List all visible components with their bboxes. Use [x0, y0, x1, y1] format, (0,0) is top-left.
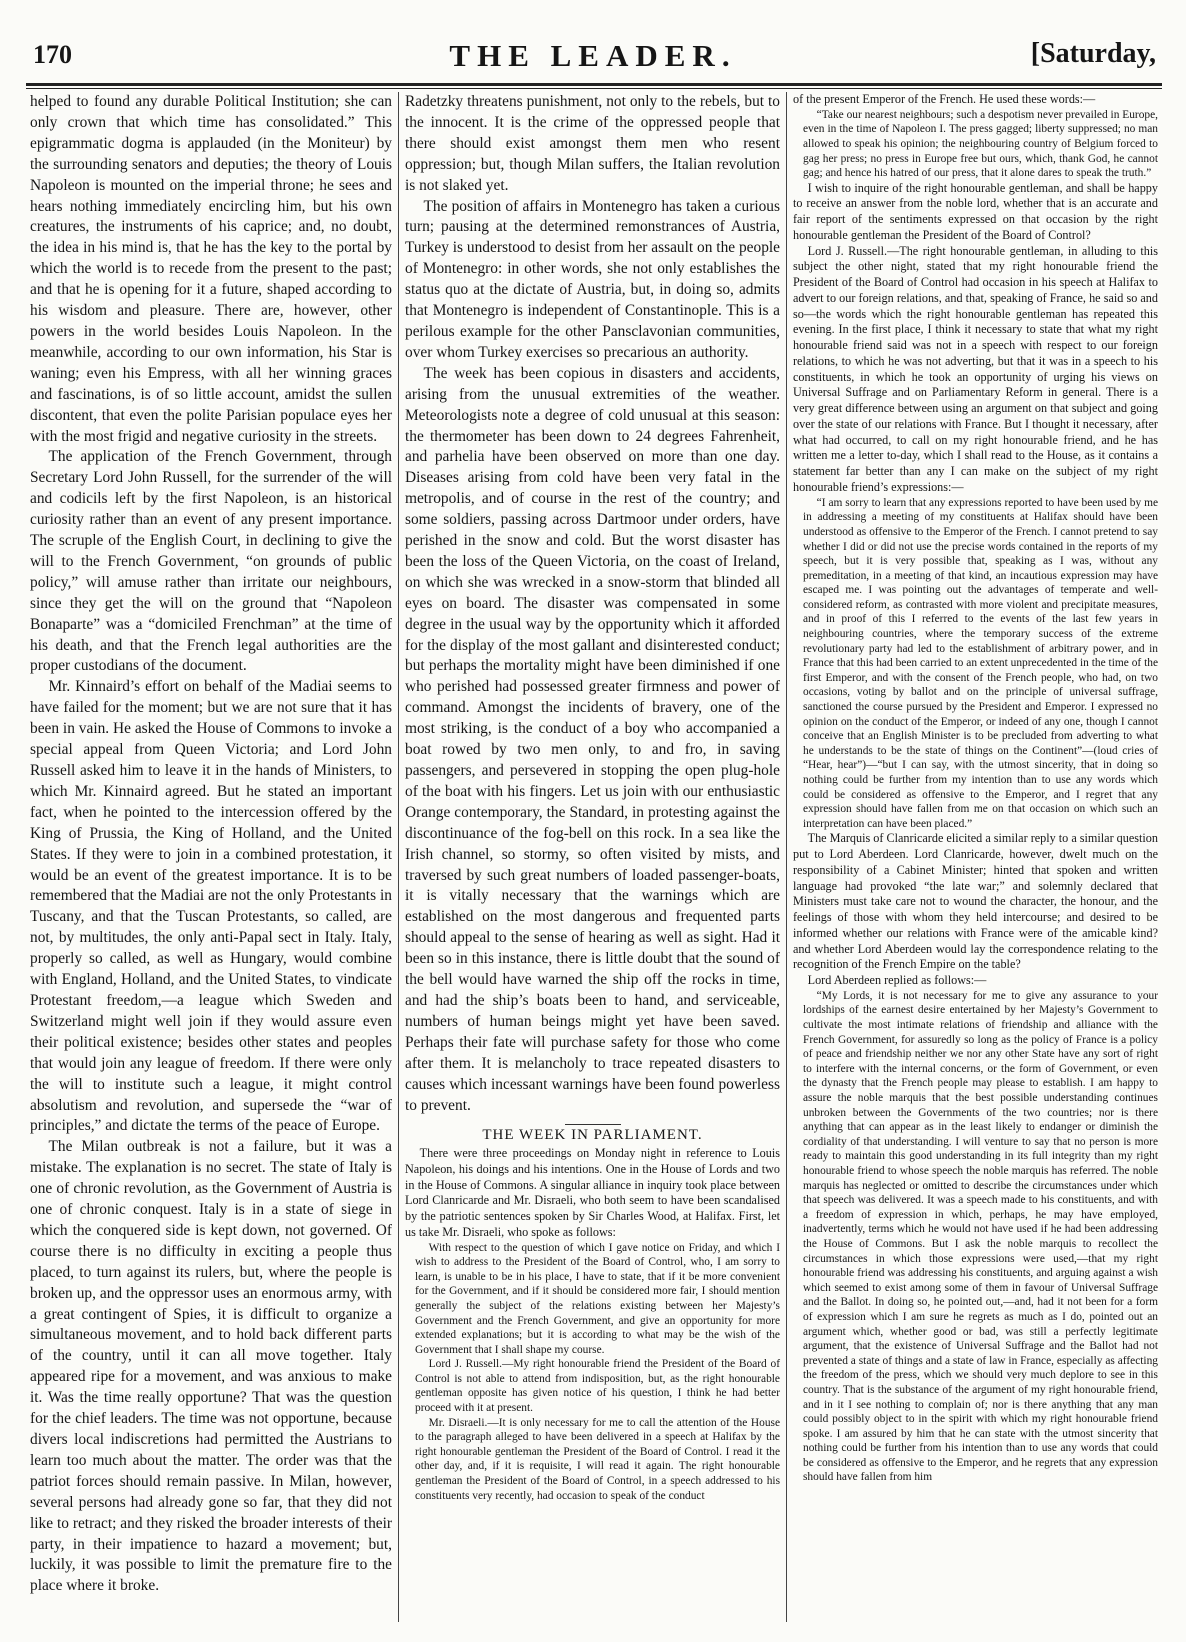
paragraph: The week has been copious in disasters and accidents, arising from the unusual extremities of the weather. Meteorologists note a degree of cold unusual at this season: the thermometer has been down to 24 degrees Fahrenheit, and parhelia have been observed on more than one day. Diseases arising from cold have been very fatal in the metropolis, and of course in the rest of the country; and some soldiers, passing across Dartmoor under orders, have perished in the snow and cold. But the worst disaster has been the loss of the Queen Victoria, on the coast of Ireland, on which she was wrecked in a snow-storm that blinded all eyes on board. The disaster was compensated in some degree in the usual way by the opportunity which it afforded for the display of the most gallant and disinterested conduct; but perhaps the mortality might have been diminished if one who perished had possessed greater firmness and power of command. Amongst the incidents of bravery, one of the most striking, is the conduct of a boy who accompanied a boat rowed by two men only, to and fro, in saving passengers, and persevered in stopping the open plug-hole of the boat with his fingers. Let us join with our enthusiastic Orange contemporary, the Standard, in protesting against the discontinuance of the fog-bell on this rock. In a sea like the Irish channel, so stormy, so often visited by mists, and traversed by such great numbers of loaded passenger-boats, it is vitally necessary that the warnings which are established on the most dangerous and frequented parts should appeal to the sense of hearing as well as sight. Had it been so in this instance, there is little doubt that the sound of the bell would have warned the ship off the rocks in time, and had the ship’s boats been to hand, and serviceable, numbers of human beings might yet have been saved. Perhaps their fate will purchase safety for those who come after them. It is melancholy to trace repeated disasters to causes which incessant warnings have been found powerless to prevent. [405, 364, 780, 1114]
page-number: 170 [33, 40, 72, 69]
column-3 [793, 92, 1158, 1485]
paragraph: The position of affairs in Montenegro has taken a curious turn; pausing at the determined remonstrances of Austria, Turkey is understood to desist from her assault on the people of Montenegro: in other words, she not only establishes the status quo at the dictate of Austria, but, in doing so, admits that Montenegro is independent of Constantinople. This is a perilous example for the other Pansclavonian communities, over whom Turkey exercises so precarious an authority. [405, 197, 780, 361]
paragraph: Lord Aberdeen replied as follows:— [807, 973, 987, 988]
paragraph: The Marquis of Clanricarde elicited a similar reply to a similar question put to Lord Aberdeen. Lord Clanricarde, however, dwelt much on the responsibility of a Cabinet Minister; hinted that spoken and written language had provoked “the late war;” and solemnly declared that Ministers must take care not to wound the character, the honour, and the feelings of those with whom they held intercourse; and desired to be informed whether our relations with France were of the amicable kind? and whether Lord Aberdeen would lay the correspondence relating to the recognition of the French Empire on the table? [793, 831, 1158, 972]
quotation: Mr. Disraeli.—It is only necessary for me to call the attention of the House to the paragraph alleged to have been delivered in a speech at Halifax by the right honourable gentleman the President of the Board of Control. I read it the other day, and, if it is requisite, I will read it again. The right honourable gentleman the President of the Board of Control, in a speech addressed to his constituents very recently, had occasion to speak of the conduct [415, 1416, 780, 1502]
paragraph: The application of the French Government, through Secretary Lord John Russell, for the surrender of the will and codicils left by the first Napoleon, is an historical curiosity rather than an event of any present importance. The scruple of the English Court, in declining to give the will to the French Government, “on grounds of public policy,” will amuse rather than irritate our neighbours, since they get the will on the ground that “Napoleon Bonaparte” was a “domiciled Frenchman” at the time of his death, and that the French legal authorities are the proper custodians of the document. [30, 448, 392, 675]
column-divider [398, 92, 399, 1622]
quotation: With respect to the question of which I gave notice on Friday, and which I wish to address to the President of the Board of Control, who, I am sorry to learn, is unable to be in his place, I have to state, that if it be more convenient for the Government, and if it should be considered more fair, I should mention generally the subject of the relations existing between her Majesty’s Government and the French Government, and give an opportunity for more extended explanations; but it is according to what may be the wish of the Government that I shall shape my course. [415, 1241, 780, 1356]
column-2 [405, 92, 780, 1503]
column-divider [786, 92, 787, 1622]
paragraph: I wish to inquire of the right honourable gentleman, and shall be happy to receive an answer from the noble lord, whether that is an accurate and fair report of the sentiments expressed on that occasion by the right honourable gentleman the President of the Board of Control? [793, 180, 1158, 242]
paragraph: Lord J. Russell.—The right honourable gentleman, in alluding to this subject the other night, stated that my right honourable friend the President of the Board of Control had occasion in his speech at Halifax to advert to our foreign relations, and that, speaking of France, he said so and so—the words which the right honourable gentleman has repeated this evening. In the first place, I think it necessary to state that what my right honourable friend said was not in a speech with respect to our foreign relations, to which he was not adverting, but that it was in a speech to his constituents, in which he took an opportunity of urging his views on Universal Suffrage and on Parliamentary Reform in general. There is a very great difference between using an argument on that subject and going over the state of our relations with France. But I thought it necessary, after what had occurred, to call on my right honourable friend, and he has written me a letter to-day, which I shall read to the House, as it contains a statement far better than any I can make on the subject of my right honourable friend’s expressions:— [793, 243, 1158, 494]
paragraph: There were three proceedings on Monday night in reference to Louis Napoleon, his doings and his intentions. One in the House of Lords and two in the House of Commons. A singular alliance in inquiry took place between Lord Clanricarde and Mr. Disraeli, who both seem to have been scandalised by the patriotic sentences spoken by Sir Charles Wood, at Halifax. First, let us take Mr. Disraeli, who spoke as follows: [405, 1146, 780, 1239]
column-1 [30, 92, 392, 1597]
paragraph: The Milan outbreak is not a failure, but it was a mistake. The explanation is no secret. The state of Italy is one of chronic revolution, as the Government of Austria is one of chronic conquest. Italy is in a state of siege in which the conquered side is kept down, not governed. Of course there is no difficulty in exciting a people thus placed, to turn against its rulers, but, where the people is broken up, and the oppressor uses an enormous army, with a great contingent of Spies, it is difficult to organize a simultaneous movement, and to hold back different parts of the country, until it can all move together. Italy appeared ripe for a movement, and was anxious to make it. Was the time really opportune? That was the question for the chief leaders. The time was not opportune, because divers local indiscretions had permitted the Austrians to learn too much about the matter. The order was that the patriot forces should remain passive. In Milan, however, several persons had already gone so far, that they did not like to retract; and they risked the broader interests of their party, in their impatience to hazard a movement; but, luckily, it was possible to limit the premature fire to the place where it broke. [30, 1138, 392, 1595]
quotation: “Take our nearest neighbours; such a despotism never prevailed in Europe, even in the time of Napoleon I. The press gagged; liberty suppressed; no man allowed to speak his opinion; the neighbouring country of Belgium forced to gag her press; no press in Europe free but ours, which, thank God, he cannot gag; and hence his hatred of our press, that it alone dares to speak the truth.” [803, 108, 1158, 180]
paragraph: of the present Emperor of the French. He used these words:— [793, 92, 1096, 106]
quotation: Lord J. Russell.—My right honourable friend the President of the Board of Control is not able to attend from indisposition, but, as the right honourable gentleman opposite has given notice of his question, I think he had better proceed with it at present. [415, 1358, 780, 1415]
header-rule-thin [26, 88, 1162, 89]
section-title: THE WEEK IN PARLIAMENT. [482, 1127, 703, 1144]
paragraph: Radetzky threatens punishment, not only to the rebels, but to the innocent. It is the crime of the oppressed people that there should exist amongst them men who resent oppression; but, though Milan suffers, the Italian revolution is not slaked yet. [405, 93, 780, 194]
masthead-title: THE LEADER. [449, 38, 737, 73]
quotation: “I am sorry to learn that any expressions reported to have been used by me in addressing a meeting of my constituents at Halifax should have been understood as offensive to the Emperor of the French. I cannot pretend to say whether I did or did not use the precise words contained in the reports of my speech, but it is very possible that, speaking as I was, without any premeditation, in a meeting of that kind, an incautious expression may have escaped me. I was pointing out the advantages of temperate and well-considered reform, as contrasted with more violent and precipitate measures, and in proof of this I referred to the events of the last few years in neighbouring countries, where the temporary success of the extreme revolutionary party had led to the establishment of arbitrary power, and in France that this had been carried to an extent unprecedented in the time of the first Emperor, and with the consent of the French people, who had, on two occasions, voting by ballot and on the principle of universal suffrage, sanctioned the course pursued by the President and Emperor. I expressed no opinion on the conduct of the Emperor, or indeed of any one, though I cannot conceive that an English Minister is to be precluded from adverting to what he understands to be the state of things on the Continent”—(loud cries of “Hear, hear”)—“but I can say, with the utmost sincerity, that in doing so nothing could be further from my intention than to use any words which could be considered as offensive to the Emperor, and I regret that any expression should have fallen from me on that occasion on which such an interpretation can have been placed.” [803, 496, 1158, 830]
issue-day: [Saturday, [1030, 38, 1156, 69]
quotation: “My Lords, it is not necessary for me to give any assurance to your lordships of the earnest desire entertained by her Majesty’s Government to cultivate the most intimate relations of friendship and alliance with the French Government, for assuredly so long as the policy of France is a policy of peace and friendship neither we nor any other State have any sort of right to interfere with the internal concerns, or the form of Government, or even the dynasty that the French people may please to establish. I am happy to assure the noble marquis that the best possible understanding continues unbroken between the Governments of the two countries; nor is there anything that can appear as in the least likely to endanger or diminish the cordiality of that understanding. I will venture to say that no person is more ready to maintain this good understanding in its full integrity than my right honourable friend to whose speech the noble marquis has referred. The noble marquis has neglected or omitted to describe the circumstances under which that speech was delivered. It was a speech made to his constituents, and with a freedom of expression in which, perhaps, he may have employed, inadvertently, terms which he would not have used if he had been addressing the House of Commons. But I ask the noble marquis to recollect the circumstances in which those expressions were used,—that my right honourable friend was addressing his constituents, and arguing against a wish which seemed to exist among some of them in favour of Universal Suffrage and the Ballot. In doing so, he pointed out,—and, had it not been for a form of expression which I am sure he regrets as much as I do, pointed out an argument which, whether good or bad, was still a perfectly legitimate argument, that the existence of Universal Suffrage and the Ballot had not prevented a state of things and a state of law in France, especially as affecting the freedom of the press, which we should very much deplore to see in this country. That is the substance of the argument of my right honourable friend, and in it I see nothing to complain of; nor is there anything that any man could possibly object to in the spirit with which my right honourable friend spoke. I am assured by him that he can state with the utmost sincerity that nothing could be further from his intention than to use any words that could be considered as offensive to the Emperor, and he regrets that any expression should have fallen from him [803, 989, 1158, 1484]
header-rule [26, 83, 1162, 86]
paragraph: helped to found any durable Political Institution; she can only crown that which time has consolidated.” This epigrammatic dogma is applauded (in the Moniteur) by the surrounding senators and deputies; the theory of Louis Napoleon is mounted on the imperial throne; he sees and hears nothing immediately encircling him, but his own creatures, the instruments of his caprice; and, no doubt, the idea in his mind is, that he has the key to the portal by which the world is to recede from the present to the past; and that he is opening for it a future, shaped according to his wisdom and pleasure. There are, however, other powers in the world besides Louis Napoleon. In the meanwhile, according to our own information, his Star is waning; even his Empress, with all her winning graces and fascinations, is of so little account, amidst the sullen discontent, that even the polite Parisian populace eyes her with the most frigid and negative curiosity in the streets. [30, 93, 392, 445]
paragraph: Mr. Kinnaird’s effort on behalf of the Madiai seems to have failed for the moment; but we are not sure that it has been in vain. He asked the House of Commons to invoke a special appeal from Queen Victoria; and Lord John Russell asked him to leave it in the hands of Ministers, to which Mr. Kinnaird agreed. But he stated an important fact, when he pointed to the intercession offered by the King of Prussia, the King of Holland, and the United States. If they were to join in a combined protestation, it would be an event of the greatest importance. It is to be remembered that the Madiai are not the only Protestants in Tuscany, and that the Tuscan Protestants, so called, are not, by multitudes, the only anti-Papal sect in Italy. Italy, properly so called, as well as Hungary, would combine with England, Holland, and the United States, to vindicate Protestant freedom,—a league which Sweden and Switzerland might well join if they would assure even their political existence; besides other states and peoples that would join any league of freedom. If there were only the will to institute such a league, it might control absolutism and revolution, and supersede the “war of principles,” and dictate the terms of the peace of Europe. [30, 678, 392, 1135]
